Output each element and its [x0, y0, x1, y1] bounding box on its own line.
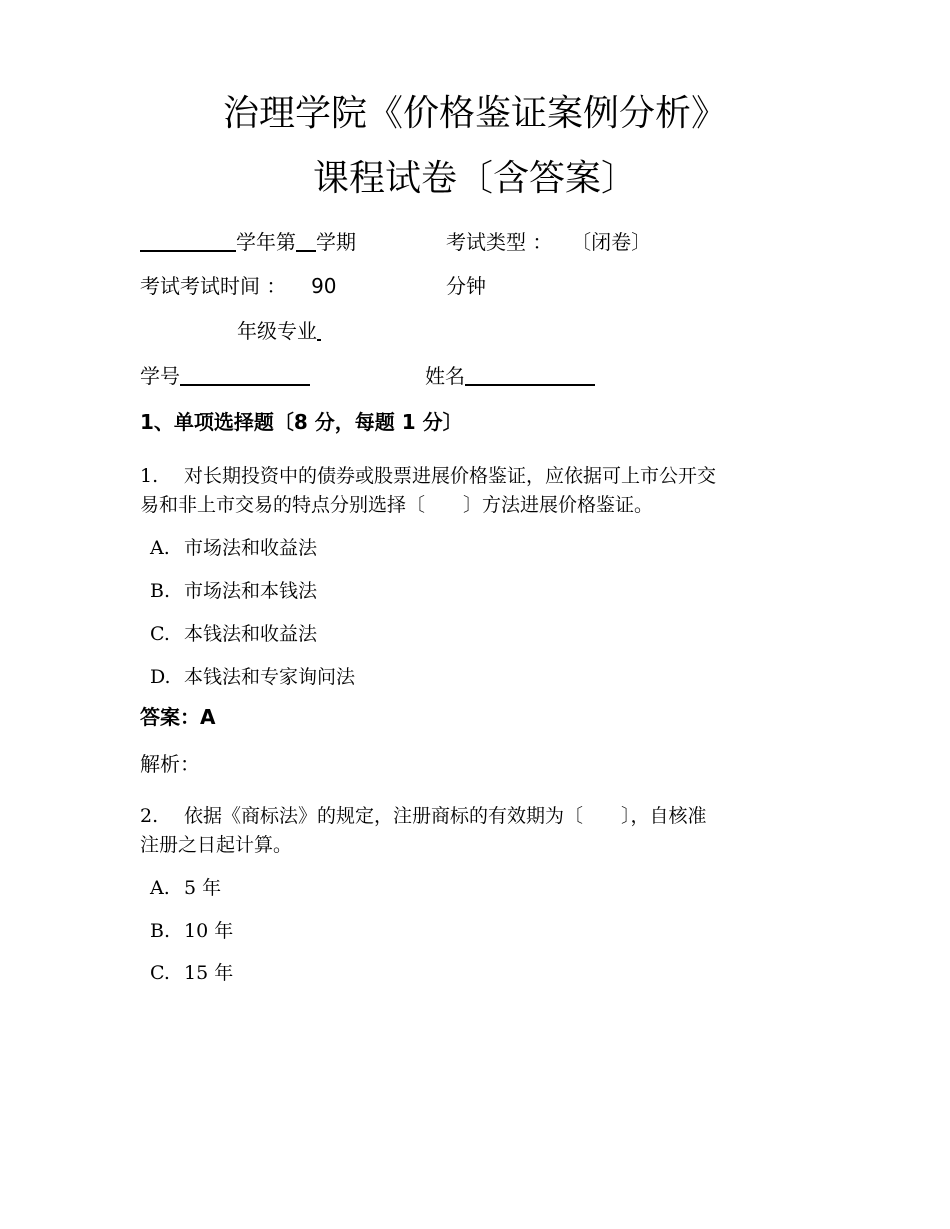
option-label: A. — [150, 877, 170, 899]
section-heading: 1、单项选择题〔8 分，每题 1 分〕 — [140, 410, 463, 434]
year-suffix: 学年第 — [236, 230, 296, 254]
term-suffix: 学期 — [316, 230, 356, 254]
exam-type — [446, 229, 651, 255]
option-text: 市场法和本钱法 — [184, 580, 318, 602]
question-1-text-line2: 易和非上市交易的特点分别选择〔 〕方法进展价格鉴证。 — [140, 494, 654, 516]
document-title-line2: 课程试卷〔含答案〕 — [312, 158, 637, 199]
option-label: A. — [150, 537, 170, 559]
question-1-option-c — [150, 621, 317, 647]
question-2-text-line1: 依据《商标法》的规定，注册商标的有效期为〔 〕，自核准 — [184, 805, 707, 827]
exam-time-value: 90 — [311, 274, 337, 298]
option-text: 本钱法和专家询问法 — [184, 666, 356, 688]
exam-time-label: 考试考试时间 ： — [140, 274, 287, 298]
exam-time-unit: 分钟 — [446, 274, 486, 298]
question-2-option-a — [150, 875, 221, 901]
question-2-number: 2. — [140, 805, 159, 827]
question-1-line1 — [140, 462, 716, 491]
grade-major-label: 年级专业 — [237, 319, 317, 343]
grade-major-blank — [317, 319, 321, 341]
question-1-option-d — [150, 664, 355, 690]
option-label: B. — [150, 580, 171, 602]
question-1-analysis: 解析： — [140, 752, 200, 776]
document-title-line1: 治理学院《价格鉴证案例分析》 — [222, 93, 727, 134]
question-1-text-line1: 对长期投资中的债券或股票进展价格鉴证，应依据可上市公开交 — [184, 465, 717, 487]
student-id-blank — [180, 364, 310, 386]
question-1-option-a — [150, 535, 317, 561]
name-label: 姓名 — [425, 364, 465, 388]
option-text: 15 年 — [184, 962, 234, 984]
option-label: C. — [150, 962, 170, 984]
year-blank — [140, 230, 236, 252]
option-label: D. — [150, 666, 171, 688]
name-blank — [465, 364, 595, 386]
academic-year-term — [140, 229, 356, 255]
student-id — [140, 363, 310, 389]
option-text: 10 年 — [184, 920, 234, 942]
option-text: 5 年 — [184, 877, 222, 899]
question-1-answer: 答案：A — [140, 705, 216, 729]
option-label: B. — [150, 920, 171, 942]
option-text: 市场法和收益法 — [184, 537, 318, 559]
question-2-line1 — [140, 802, 707, 831]
exam-time — [140, 273, 337, 299]
student-id-label: 学号 — [140, 364, 180, 388]
question-1-option-b — [150, 578, 317, 604]
exam-type-label: 考试类型 ： — [446, 230, 553, 254]
exam-type-value: 〔闭卷〕 — [571, 230, 652, 254]
option-label: C. — [150, 623, 170, 645]
term-blank — [296, 230, 316, 252]
grade-major — [237, 318, 321, 344]
option-text: 本钱法和收益法 — [184, 623, 318, 645]
question-2-option-b — [150, 918, 233, 944]
question-2-option-c — [150, 960, 233, 986]
question-1-number: 1. — [140, 465, 159, 487]
question-2-text-line2: 注册之日起计算。 — [140, 834, 293, 856]
student-name — [425, 363, 595, 389]
